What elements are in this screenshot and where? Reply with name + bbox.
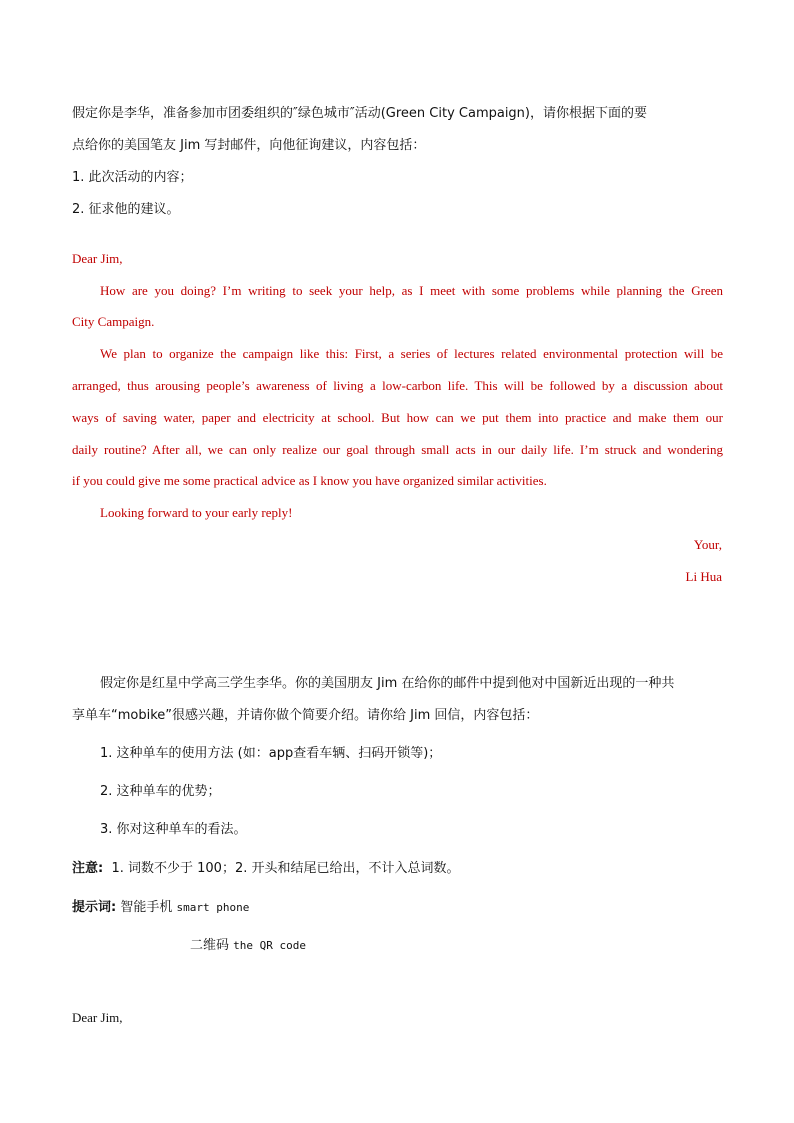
letter1-p2-line3: ways of saving water, paper and electricity at school. But how can we put them into practice and make them our [72,410,723,425]
task2-intro-line1: 假定你是红星中学高三学生李华。你的美国朋友 Jim 在给你的邮件中提到他对中国新近出现的一种共 [100,676,675,691]
letter1-p1-line1: How are you doing? I’m writing to seek your help, as I meet with some problems while planning the Green [100,283,723,298]
letter1-p3: Looking forward to your early reply! [100,505,293,520]
letter1-p2-line5: if you could give me some practical advice as I know you have organized similar activities. [72,473,547,488]
hint2-en: the QR code [233,939,307,952]
task2-item-2: 2. 这种单车的优势； [100,784,221,799]
note-text: 1. 词数不少于 100；2. 开头和结尾已给出，不计入总词数。 [111,861,460,876]
task2-item-3: 3. 你对这种单车的看法。 [100,822,247,837]
task2-intro-line2: 享单车“mobike”很感兴趣，并请你做个简要介绍。请你给 Jim 回信，内容包括： [72,708,539,723]
hint2-zh: 二维码 [190,938,230,953]
task1-item-1: 1. 此次活动的内容； [72,170,193,185]
letter1-p2-line1: We plan to organize the campaign like this: First, a series of lectures related environmental protection will be [100,346,723,361]
letter1-signature: Li Hua [685,569,722,584]
letter1-closing: Your, [693,537,722,552]
task1-intro-line1: 假定你是李华，准备参加市团委组织的″绿色城市″活动(Green City Campaign)，请你根据下面的要 [72,106,647,121]
letter1-salutation: Dear Jim, [72,251,123,266]
hint1-en: smart phone [176,901,250,914]
letter1-p2-line2: arranged, thus arousing people’s awareness of living a low-carbon life. This will be followed by a discussion about [72,378,723,393]
task2-hint-row2 [190,934,794,953]
hint1-zh: 智能手机 [120,900,173,915]
hint-label: 提示词: [72,900,117,915]
task2-hint-row1 [72,896,724,915]
task2-note [72,857,724,876]
letter1-p1-line2: City Campaign. [72,314,155,329]
letter1-p2-line4: daily routine? After all, we can only realize our goal through small acts in our daily life. I’m struck and wondering [72,442,723,457]
letter2-salutation: Dear Jim, [72,1010,123,1025]
task1-intro-line2: 点给你的美国笔友 Jim 写封邮件，向他征询建议，内容包括： [72,138,426,153]
note-label: 注意: [72,861,104,876]
task1-item-2: 2. 征求他的建议。 [72,202,180,217]
task2-item-1: 1. 这种单车的使用方法 (如：app查看车辆、扫码开锁等)； [100,746,442,761]
